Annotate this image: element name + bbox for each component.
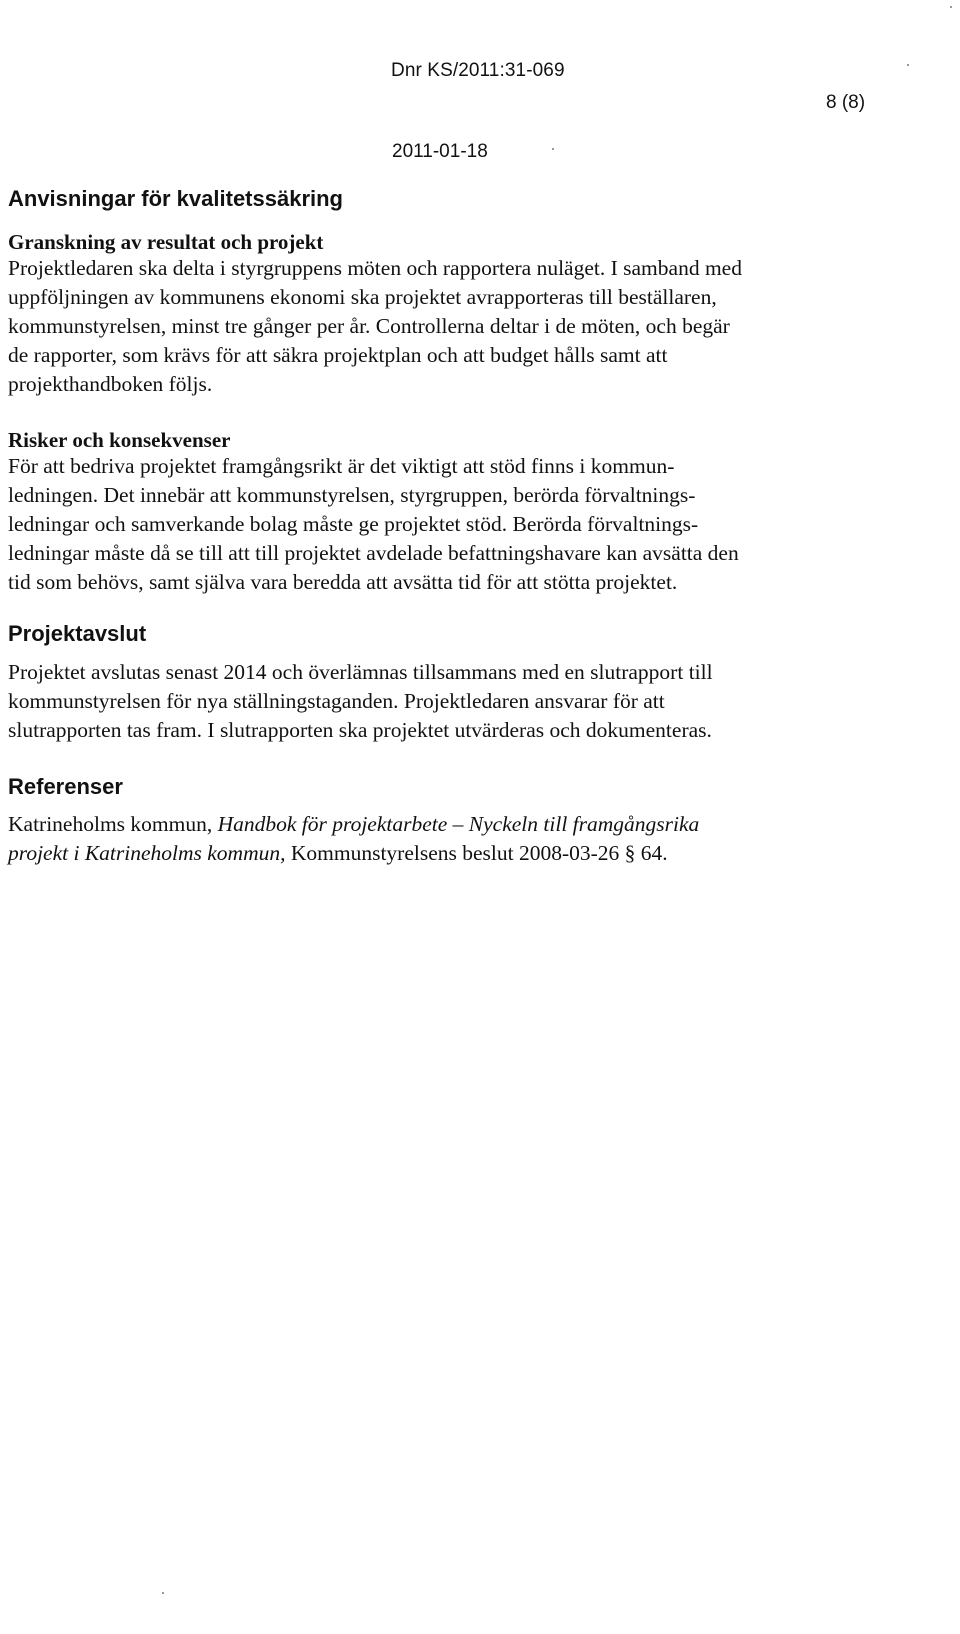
reference-title-part-1: Handbok för projektarbete – Nyckeln till framgångsrika <box>217 812 700 836</box>
paragraph-line: uppföljningen av kommunens ekonomi ska projektet avrapporteras till beställaren, <box>8 285 717 309</box>
paragraph-line: kommunstyrelsen för nya ställningstaganden. Projektledaren ansvarar för att <box>8 689 665 713</box>
scan-speck <box>552 148 554 150</box>
risks-heading: Risker och konsekvenser <box>8 428 231 452</box>
paragraph-line: För att bedriva projektet framgångsrikt är det viktigt att stöd finns i kommun- <box>8 454 675 478</box>
paragraph-line: ledningar och samverkande bolag måste ge projektet stöd. Berörda förvaltnings- <box>8 512 699 536</box>
paragraph-line: projekthandboken följs. <box>8 372 213 396</box>
reference-line-2 <box>8 839 958 868</box>
paragraph-line: ledningen. Det innebär att kommunstyrelsen, styrgruppen, berörda förvaltnings- <box>8 483 696 507</box>
scan-speck <box>907 64 909 66</box>
reference-line-1 <box>8 810 958 839</box>
references-heading: Referenser <box>8 774 123 799</box>
references-paragraph <box>8 810 958 868</box>
project-closing-paragraph <box>8 658 958 745</box>
risks-paragraph <box>8 452 958 597</box>
paragraph-line: tid som behövs, samt själva vara beredda att avsätta tid för att stötta projektet. <box>8 570 678 594</box>
paragraph-line: kommunstyrelsen, minst tre gånger per år. Controllerna deltar i de möten, och begär <box>8 314 730 338</box>
project-closing-heading: Projektavslut <box>8 621 147 646</box>
review-paragraph <box>8 254 958 399</box>
document-reference-number: Dnr KS/2011:31-069 <box>391 60 565 81</box>
scan-speck <box>950 6 952 8</box>
document-date: 2011-01-18 <box>392 141 488 162</box>
paragraph-line: Projektledaren ska delta i styrgruppens möten och rapportera nuläget. I samband med <box>8 256 742 280</box>
reference-title-part-2: projekt i Katrineholms kommun, <box>8 841 286 865</box>
paragraph-line: Projektet avslutas senast 2014 och överlämnas tillsammans med en slutrapport till <box>8 660 713 684</box>
paragraph-line: ledningar måste då se till att till projektet avdelade befattningshavare kan avsätta den <box>8 541 739 565</box>
review-heading: Granskning av resultat och projekt <box>8 230 324 254</box>
reference-decision: Kommunstyrelsens beslut 2008-03-26 § 64. <box>285 841 668 865</box>
paragraph-line: de rapporter, som krävs för att säkra projektplan och att budget hålls samt att <box>8 343 668 367</box>
page-number: 8 (8) <box>826 92 866 113</box>
scan-speck <box>162 1592 164 1594</box>
quality-assurance-heading: Anvisningar för kvalitetssäkring <box>8 186 343 211</box>
paragraph-line: slutrapporten tas fram. I slutrapporten ska projektet utvärderas och dokumenteras. <box>8 718 712 742</box>
reference-author: Katrineholms kommun, <box>8 812 218 836</box>
